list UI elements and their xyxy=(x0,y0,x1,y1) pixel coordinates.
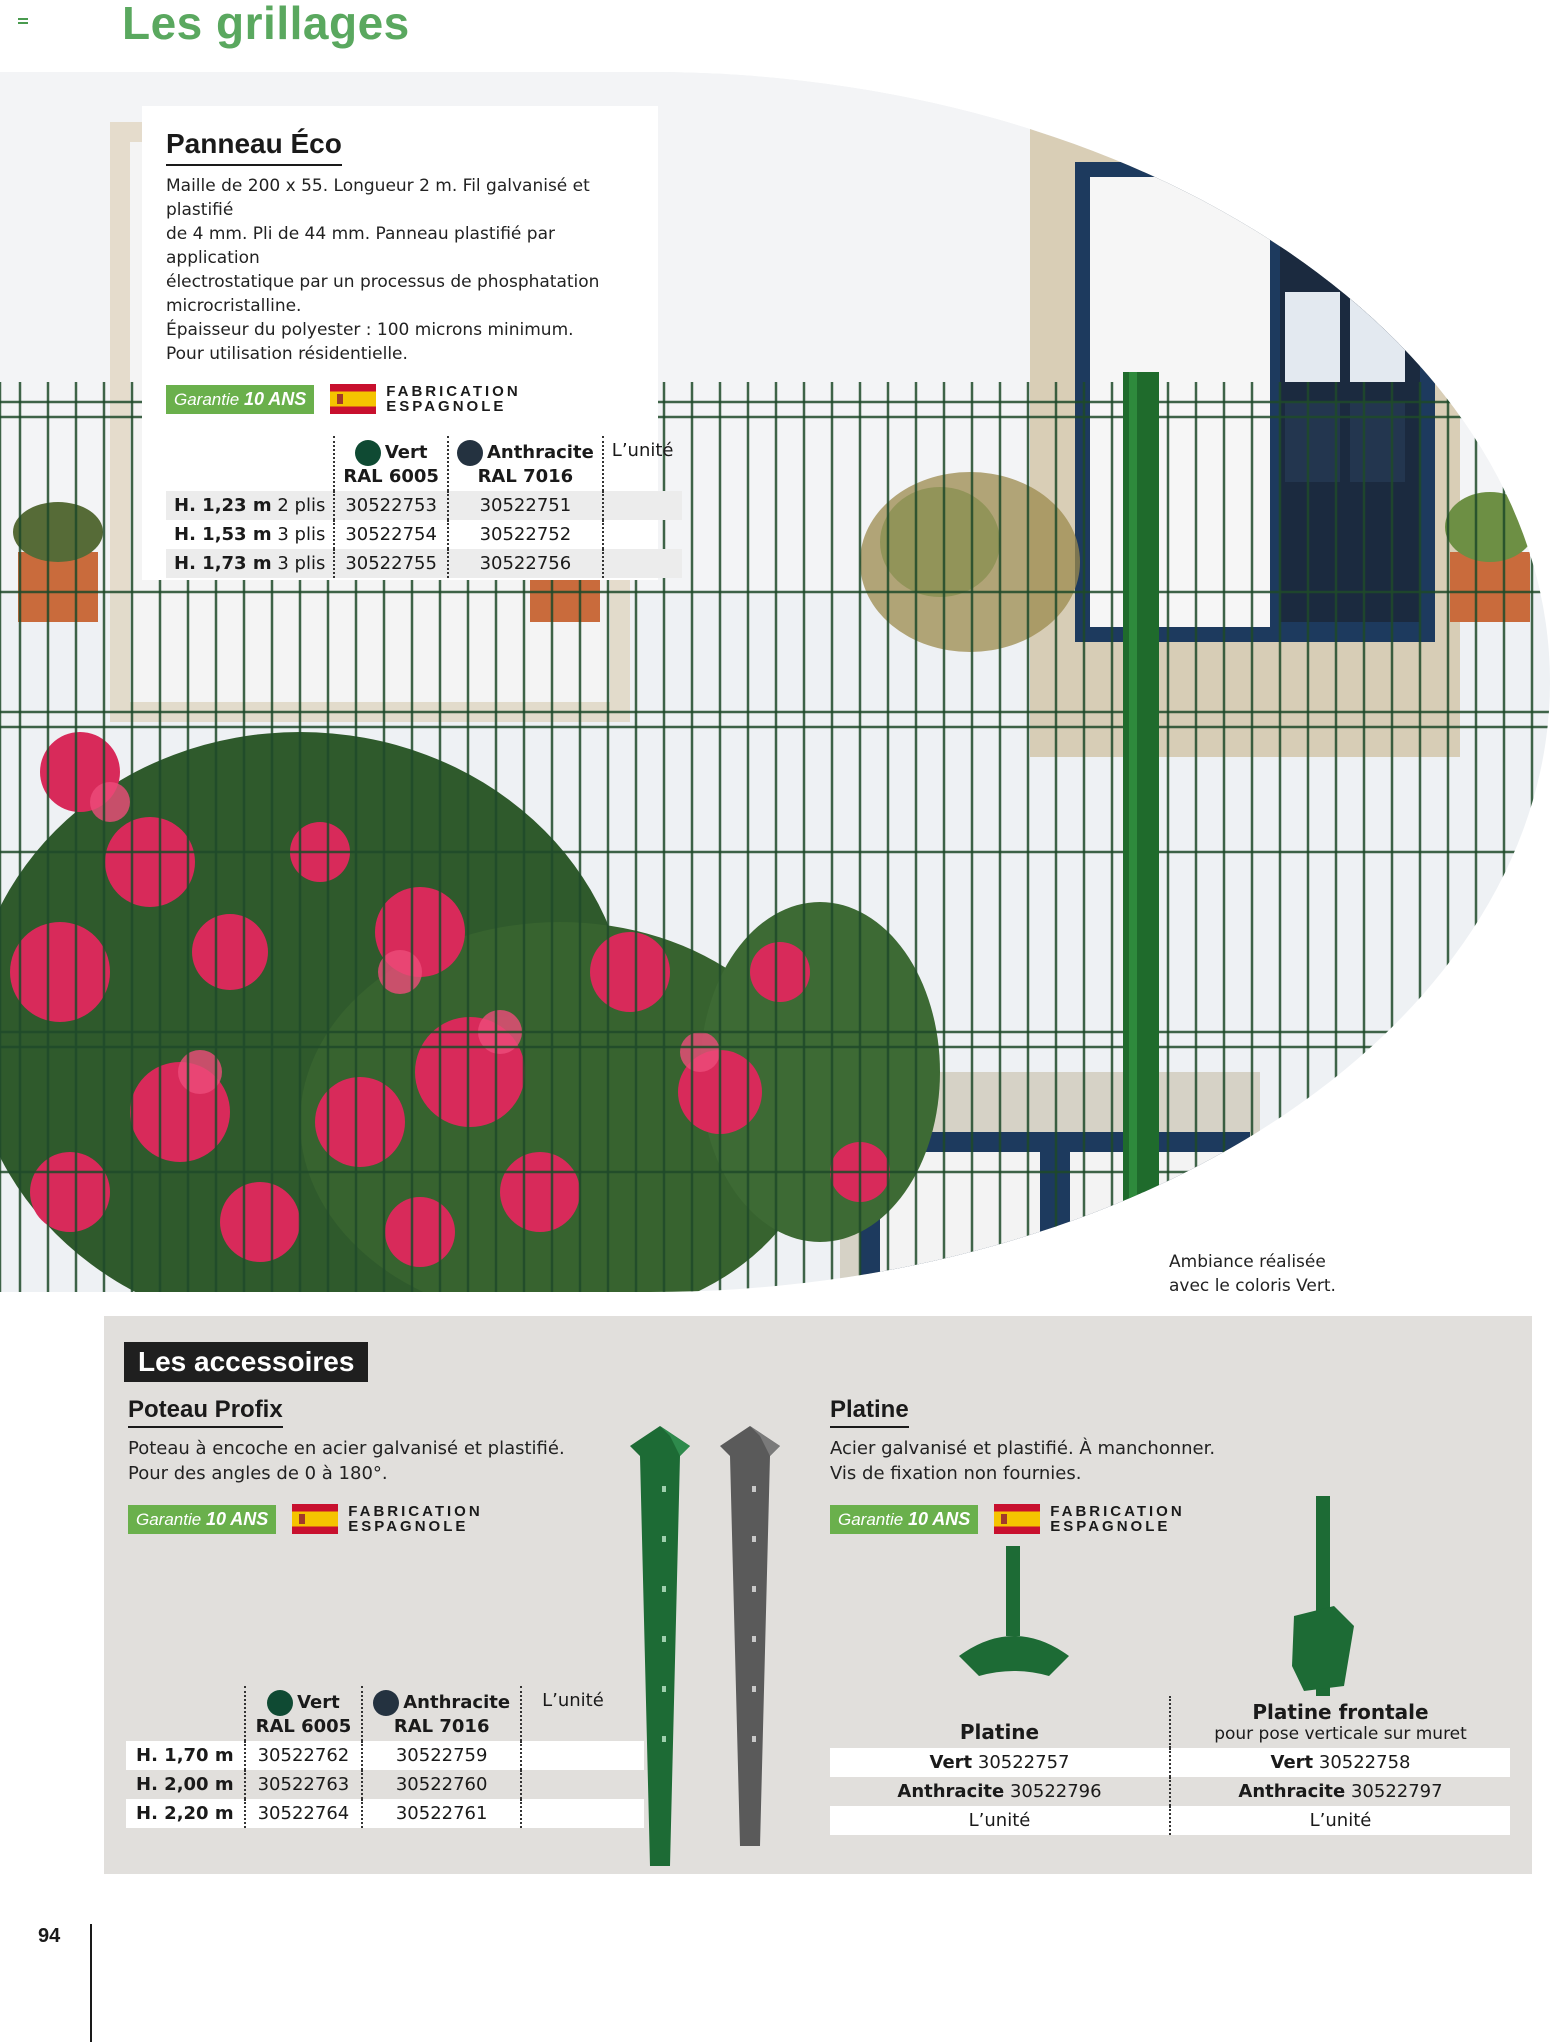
fabrication-label xyxy=(1050,1504,1184,1534)
fabrication-label xyxy=(348,1504,482,1534)
description-line: électrostatique par un processus de phosphatation xyxy=(166,272,600,292)
fabrication-line2: ESPAGNOLE xyxy=(386,398,507,415)
poteau-image xyxy=(620,1426,800,1866)
poteau-description xyxy=(128,1436,628,1486)
fabrication-line1: FABRICATION xyxy=(348,1503,483,1520)
badges xyxy=(128,1504,628,1534)
row-plis: 3 plis xyxy=(277,553,326,574)
anth-ref: 30522797 xyxy=(1350,1781,1443,1802)
platine-frontale-image xyxy=(1284,1496,1364,1696)
table-row xyxy=(830,1777,1510,1806)
page-title: Les grillages xyxy=(122,0,410,49)
product-card-panneau-eco xyxy=(142,106,674,580)
fabrication-line2: ESPAGNOLE xyxy=(348,1518,469,1535)
vert-label: Vert xyxy=(1270,1752,1314,1773)
table-row xyxy=(166,491,682,520)
col-anth: Anthracite xyxy=(403,1692,511,1713)
table-row xyxy=(830,1806,1510,1835)
ref-anth: 30522751 xyxy=(448,491,603,520)
ref-anth: 30522756 xyxy=(448,549,603,578)
col-anth: Anthracite xyxy=(486,442,594,463)
fabrication-label xyxy=(386,384,520,414)
col-vert: Vert xyxy=(384,442,428,463)
badges xyxy=(830,1504,1510,1534)
row-height: H. 2,20 m xyxy=(136,1803,234,1824)
warranty-value: 10 ANS xyxy=(907,1508,971,1529)
accessories-heading: Les accessoires xyxy=(124,1342,368,1382)
poteau-title: Poteau Profix xyxy=(128,1396,283,1428)
description-line: Acier galvanisé et plastifié. À manchonner. xyxy=(830,1438,1216,1459)
price-table xyxy=(166,436,682,578)
vert-swatch-icon xyxy=(355,440,381,466)
spain-flag-icon xyxy=(292,1504,338,1534)
col-anth-ral: RAL 7016 xyxy=(477,466,574,487)
platine-image xyxy=(954,1546,1074,1686)
fabrication-line1: FABRICATION xyxy=(1050,1503,1185,1520)
caption-line: avec le coloris Vert. xyxy=(1169,1276,1336,1296)
vert-ref: 30522758 xyxy=(1318,1752,1411,1773)
unit-label: L’unité xyxy=(1170,1806,1510,1835)
platine-block xyxy=(830,1396,1510,1534)
unit-label: L’unité xyxy=(830,1806,1170,1835)
table-row xyxy=(166,549,682,578)
ref-vert: 30522754 xyxy=(334,520,448,549)
ref-vert: 30522764 xyxy=(245,1799,363,1828)
row-height: H. 1,23 m xyxy=(174,495,272,516)
anth-ref: 30522796 xyxy=(1009,1781,1102,1802)
col-unit: L’unité xyxy=(611,440,674,461)
photo-caption xyxy=(1169,1250,1336,1298)
vert-swatch-icon xyxy=(267,1690,293,1716)
ref-vert: 30522755 xyxy=(334,549,448,578)
fabrication-line1: FABRICATION xyxy=(386,383,521,400)
row-plis: 3 plis xyxy=(277,524,326,545)
warranty-badge xyxy=(830,1505,978,1534)
warranty-badge xyxy=(166,385,314,414)
ref-anth: 30522752 xyxy=(448,520,603,549)
poteau-price-table xyxy=(126,1686,644,1828)
description-line: Vis de fixation non fournies. xyxy=(830,1463,1082,1484)
vert-label: Vert xyxy=(929,1752,973,1773)
warranty-value: 10 ANS xyxy=(243,388,307,409)
accessories-section xyxy=(104,1316,1532,1874)
platine-frontale-subtitle: pour pose verticale sur muret xyxy=(1214,1724,1467,1744)
badges xyxy=(166,384,634,414)
description-line: de 4 mm. Pli de 44 mm. Panneau plastifié par application xyxy=(166,224,555,268)
spain-flag-icon xyxy=(994,1504,1040,1534)
table-row xyxy=(126,1799,644,1828)
row-height: H. 1,70 m xyxy=(136,1745,234,1766)
warranty-prefix: Garantie xyxy=(838,1509,904,1529)
ref-anth: 30522760 xyxy=(362,1770,521,1799)
fabrication-line2: ESPAGNOLE xyxy=(1050,1518,1171,1535)
col-anth-ral: RAL 7016 xyxy=(393,1716,490,1737)
col-vert-ral: RAL 6005 xyxy=(255,1716,352,1737)
ref-vert: 30522753 xyxy=(334,491,448,520)
col-vert-ral: RAL 6005 xyxy=(343,466,439,487)
col-vert: Vert xyxy=(297,1692,340,1713)
description-line: microcristalline. xyxy=(166,296,302,316)
page-number: 94 xyxy=(38,1925,61,1947)
description-line: Pour utilisation résidentielle. xyxy=(166,344,408,364)
row-height: H. 2,00 m xyxy=(136,1774,234,1795)
row-height: H. 1,73 m xyxy=(174,553,272,574)
description-line: Maille de 200 x 55. Longueur 2 m. Fil galvanisé et plastifié xyxy=(166,176,590,220)
warranty-badge xyxy=(128,1505,276,1534)
ref-vert: 30522763 xyxy=(245,1770,363,1799)
description-line: Pour des angles de 0 à 180°. xyxy=(128,1463,388,1484)
platine-description xyxy=(830,1436,1510,1486)
anthracite-swatch-icon xyxy=(373,1690,399,1716)
ref-vert: 30522762 xyxy=(245,1741,363,1770)
col-unit: L’unité xyxy=(542,1690,604,1711)
warranty-prefix: Garantie xyxy=(136,1509,202,1529)
platine-col-title: Platine xyxy=(830,1696,1170,1748)
row-plis: 2 plis xyxy=(277,495,326,516)
menu-icon[interactable] xyxy=(18,18,28,24)
platine-frontale-title: Platine frontale xyxy=(1252,1700,1429,1724)
warranty-value: 10 ANS xyxy=(205,1508,269,1529)
spain-flag-icon xyxy=(330,384,376,414)
table-row xyxy=(126,1741,644,1770)
vert-ref: 30522757 xyxy=(977,1752,1070,1773)
ref-anth: 30522759 xyxy=(362,1741,521,1770)
description-line: Poteau à encoche en acier galvanisé et plastifié. xyxy=(128,1438,565,1459)
anth-label: Anthracite xyxy=(1238,1781,1346,1802)
platine-title: Platine xyxy=(830,1396,909,1428)
platine-table xyxy=(830,1696,1510,1835)
page-rule xyxy=(90,1924,92,2042)
row-height: H. 1,53 m xyxy=(174,524,272,545)
platine-frontale-header xyxy=(1170,1696,1510,1748)
poteau-block xyxy=(128,1396,628,1534)
anth-label: Anthracite xyxy=(897,1781,1005,1802)
panel-description xyxy=(166,174,634,366)
table-row xyxy=(830,1748,1510,1777)
caption-line: Ambiance réalisée xyxy=(1169,1252,1326,1272)
ref-anth: 30522761 xyxy=(362,1799,521,1828)
panel-title: Panneau Éco xyxy=(166,128,342,166)
warranty-prefix: Garantie xyxy=(174,389,240,409)
anthracite-swatch-icon xyxy=(457,440,483,466)
table-row xyxy=(166,520,682,549)
description-line: Épaisseur du polyester : 100 microns minimum. xyxy=(166,320,574,340)
table-row xyxy=(126,1770,644,1799)
